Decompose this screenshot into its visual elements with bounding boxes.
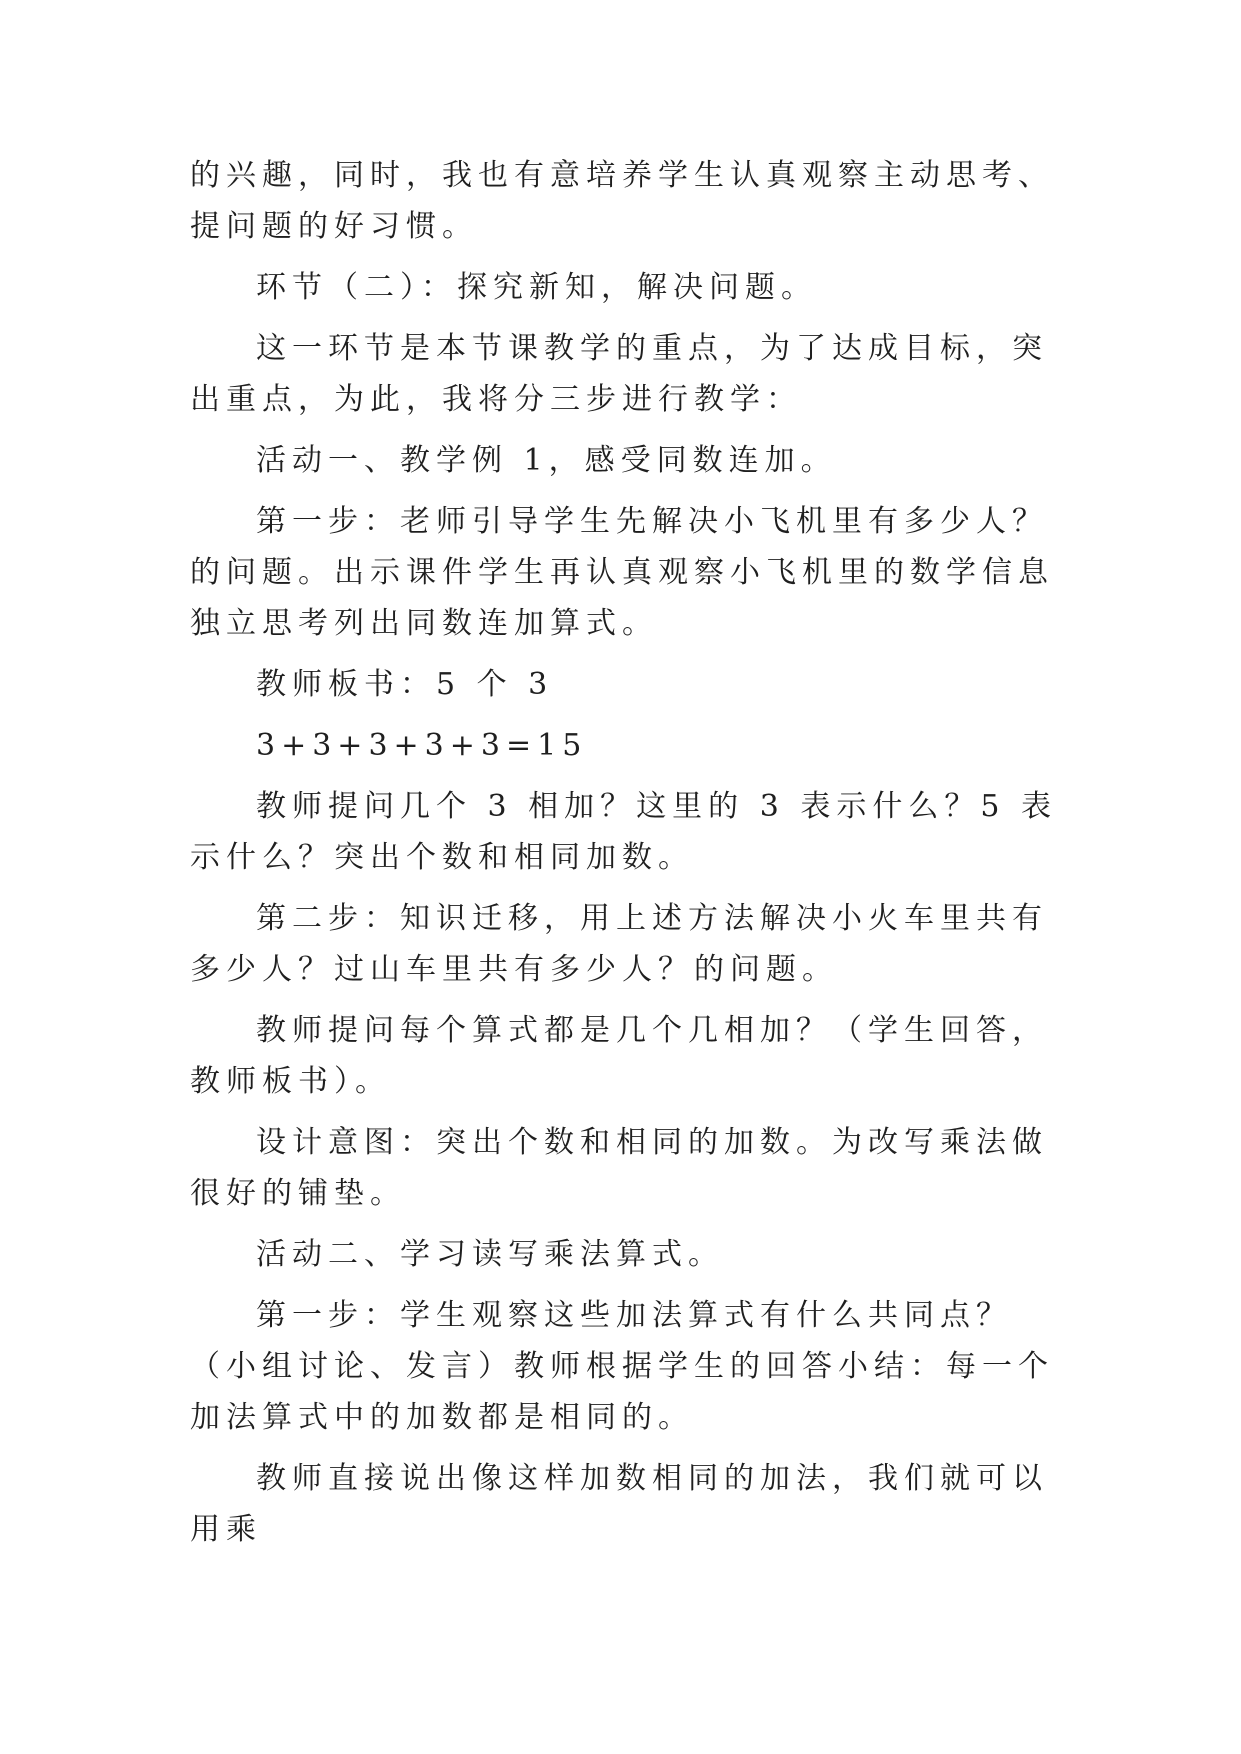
paragraph-continuation: 的兴趣，同时，我也有意培养学生认真观察主动思考、提问题的好习惯。 bbox=[190, 158, 1054, 244]
activity-heading-one: 活动一、教学例 1，感受同数连加。 bbox=[256, 443, 837, 478]
paragraph: 第一步：老师引导学生先解决小飞机里有多少人？的问题。出示课件学生再认真观察小飞机里的数学信息独立思考列出同数连加算式。 bbox=[190, 504, 1054, 641]
paragraph: 教师提问每个算式都是几个几相加？（学生回答，教师板书）。 bbox=[190, 1013, 1048, 1099]
document-page bbox=[190, 150, 1060, 1565]
equation: 3+3+3+3+3=15 bbox=[256, 728, 588, 763]
paragraph-truncated: 教师直接说出像这样加数相同的加法，我们就可以用乘 bbox=[190, 1461, 1048, 1547]
section-heading-step-two: 环节（二）：探究新知，解决问题。 bbox=[256, 270, 817, 305]
paragraph: 第一步：学生观察这些加法算式有什么共同点？（小组讨论、发言）教师根据学生的回答小结：每一个加法算式中的加数都是相同的。 bbox=[190, 1298, 1054, 1435]
paragraph: 教师提问几个 3 相加？这里的 3 表示什么？5 表示什么？突出个数和相同加数。 bbox=[190, 789, 1057, 875]
activity-heading-two: 活动二、学习读写乘法算式。 bbox=[256, 1237, 724, 1272]
paragraph: 这一环节是本节课教学的重点，为了达成目标，突出重点，为此，我将分三步进行教学： bbox=[190, 331, 1048, 417]
blackboard-note: 教师板书：5 个 3 bbox=[256, 667, 554, 702]
design-intent: 设计意图：突出个数和相同的加数。为改写乘法做很好的铺垫。 bbox=[190, 1125, 1048, 1211]
paragraph: 第二步：知识迁移，用上述方法解决小火车里共有多少人？过山车里共有多少人？的问题。 bbox=[190, 901, 1048, 987]
